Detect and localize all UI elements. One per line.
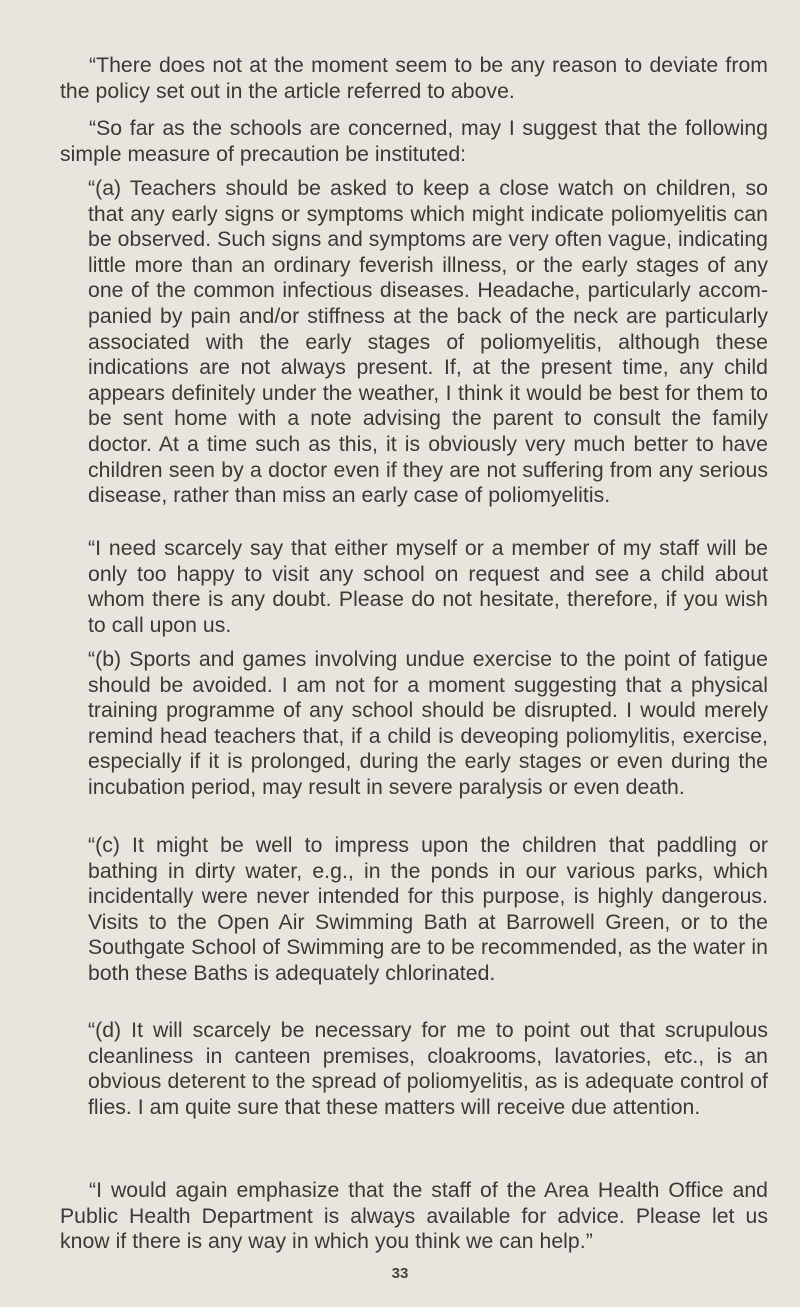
paragraph-policy-deviation: “There does not at the moment seem to be any reason to deviate from the policy set out in the article referred to above. bbox=[60, 54, 768, 103]
paragraph-precaution-intro: “So far as the schools are concerned, may I suggest that the following simple measure of precaution be instituted: bbox=[60, 117, 768, 166]
paragraph-closing: “I would again emphasize that the staff of the Area Health Office and Public Health Department is always available for advice. Please let us know if there is any way in which you think we can help.” bbox=[60, 1179, 768, 1254]
paragraph-item-d-cleanliness: “(d) It will scarcely be necessary for me to point out that scrupulous cleanliness in canteen premises, cloakrooms, lavatories, etc., is an obvious deterent to the spread of poliomyelitis, as is adequate control of flies. I am quite sure that these matters will receive due attention. bbox=[88, 1019, 768, 1119]
paragraph-item-b-sports: “(b) Sports and games involving undue exercise to the point of fatigue should be avoided. I am not for a moment suggesting that a physical training programme of any school should be disrupted. I would merely remind head teachers that, if a child is deveoping poliomylitis, exercise, especially if it is prolonged, during the early stages or even during the incubation period, may result in severe paralysis or even death. bbox=[88, 648, 768, 799]
page-number: 33 bbox=[391, 1265, 409, 1282]
paragraph-item-a-teachers: “(a) Teachers should be asked to keep a close watch on children, so that any early signs or symptoms which might indicate poliomyelitis can be observed. Such signs and symptoms are very often vague, indicating little more than an ordinary feverish illness, or the early stages of any one of the common infectious diseases. Headache, particularly accompanied by pain and/or stiffness at the back of the neck are particularly associated with the early stages of poliomyelitis, although these indications are not always present. If, at the present time, any child appears definitely under the weather, I think it would be best for them to be sent home with a note advising the parent to consult the family doctor. At a time such as this, it is obviously very much better to have children seen by a doctor even if they are not suffering from any serious disease, rather than miss an early case of poliomyelitis. bbox=[88, 177, 768, 508]
paragraph-item-c-bathing: “(c) It might be well to impress upon the children that paddling or bathing in dirty water, e.g., in the ponds in our various parks, which incidentally were never intended for this purpose, is highly dangerous. Visits to the Open Air Swimming Bath at Barrowell Green, or to the Southgate School of Swimming are to be recommended, as the water in both these Baths is adequately chlorinated. bbox=[88, 834, 768, 985]
paragraph-staff-visit: “I need scarcely say that either myself or a member of my staff will be only too happy to visit any school on request and see a child about whom there is any doubt. Please do not hesitate, therefore, if you wish to call upon us. bbox=[88, 537, 768, 637]
